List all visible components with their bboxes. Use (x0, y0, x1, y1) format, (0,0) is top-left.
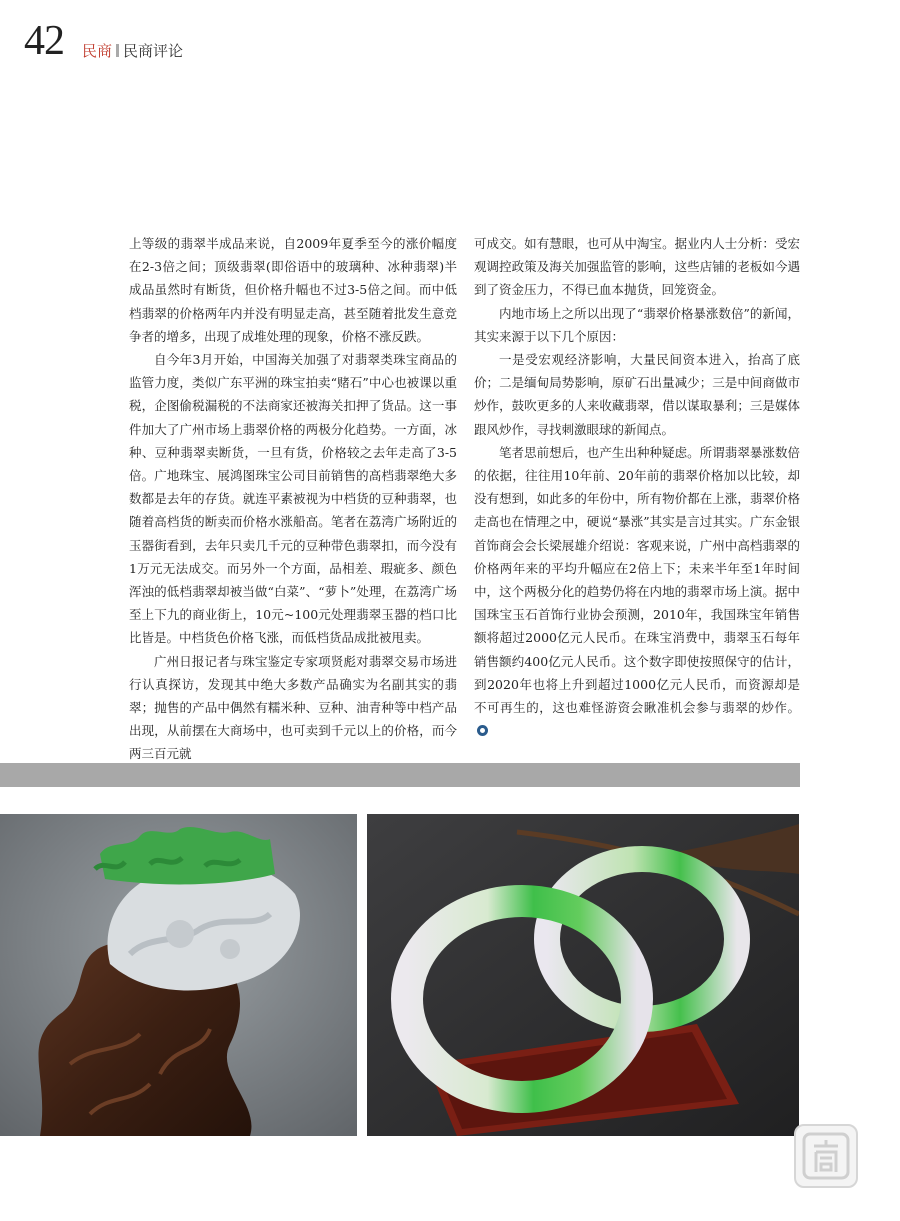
decorative-band (0, 763, 800, 787)
section-name: 民商 (82, 42, 113, 60)
publication-seal-logo (794, 1124, 858, 1188)
section-header (82, 42, 183, 60)
paragraph-last (474, 441, 800, 743)
paragraph-text: 笔者思前想后，也产生出种种疑虑。所谓翡翠暴涨数倍的依据，往往用10年前、20年前的翡翠价格加以比较，却没有想到，如此多的年份中，所有物价都在上涨，翡翠价格走高也在情理之中，硬说“暴涨”其实是言过其实。广东金银首饰商会会长梁展雄介绍说：客观来说，广州中高档翡翠的价格两年来的平均升幅应在2倍上下；未来半年至1年时间中，这个两极分化的趋势仍将在内地的翡翠市场上演。据中国珠宝玉石首饰行业协会预测，2010年，我国珠宝年销售额将超过2000亿元人民币。在珠宝消费中，翡翠玉石每年销售额约400亿元人民币。这个数字即使按照保守的估计，到2020年也将上升到超过1000亿元人民币，而资源却是不可再生的，这也难怪游资会瞅准机会参与翡翠的炒作。 (474, 444, 800, 716)
paragraph: 上等级的翡翠半成品来说，自2009年夏季至今的涨价幅度在2-3倍之间；顶级翡翠(即俗语中的玻璃种、冰种翡翠)半成品虽然时有断货，但价格升幅也不过3-5倍之间。而中低档翡翠的价格两年内并没有明显走高，甚至随着批发生意竞争者的增多，出现了成堆处理的现象，价格不涨反跌。 (129, 236, 457, 344)
end-of-article-icon (477, 725, 488, 736)
column-name: 民商评论 (123, 42, 184, 60)
paragraph: 可成交。如有慧眼，也可从中淘宝。据业内人士分析：受宏观调控政策及海关加强监管的影响，这些店铺的老板如今遇到了资金压力，不得已血本抛货，回笼资金。 (474, 236, 800, 298)
paragraph: 广州日报记者与珠宝鉴定专家项贤彪对翡翠交易市场进行认真探访，发现其中绝大多数产品确实为名副其实的翡翠；抛售的产品中偶然有糯米种、豆种、油青种等中档产品出现，从前摆在大商场中，也可卖到千元以上的价格，而今两三百元就 (129, 653, 457, 762)
paragraph: 自今年3月开始，中国海关加强了对翡翠类珠宝商品的监管力度，类似广东平洲的珠宝拍卖“赌石”中心也被课以重税，企图偷税漏税的不法商家还被海关扣押了货品。这一事件加大了广州市场上翡翠价格的两极分化趋势。一方面，冰种、豆种翡翠卖断货，一旦有货，价格较之去年走高了3-5倍。广地珠宝、展鸿图珠宝公司目前销售的高档翡翠绝大多数都是去年的存货。就连平素被视为中档货的豆种翡翠，也随着高档货的断卖而价格水涨船高。笔者在荔湾广场附近的玉器街看到，去年只卖几千元的豆种带色翡翠扣，而今没有1万元无法成交。而另外一个方面，品相差、瑕疵多、颜色浑浊的低档翡翠却被当做“白菜”、“萝卜”处理，在荔湾广场至上下九的商业街上，10元~100元处理翡翠玉器的档口比比皆是。中档货色价格飞涨，而低档货品成批被甩卖。 (129, 352, 457, 646)
paragraph: 内地市场上之所以出现了“翡翠价格暴涨数倍”的新闻，其实来源于以下几个原因： (474, 305, 800, 344)
jade-bangles-photo (367, 814, 799, 1136)
article-column-left (129, 232, 457, 766)
jade-carving-photo (0, 814, 357, 1136)
article-column-right (474, 232, 800, 742)
header-separator (116, 44, 119, 57)
page-number: 42 (24, 18, 64, 64)
paragraph: 一是受宏观经济影响，大量民间资本进入，抬高了底价；二是缅甸局势影响，原矿石出量减少；三是中间商做市炒作，鼓吹更多的人来收藏翡翠，借以谋取暴利；三是媒体跟风炒作，寻找刺激眼球的新闻点。 (474, 352, 800, 437)
